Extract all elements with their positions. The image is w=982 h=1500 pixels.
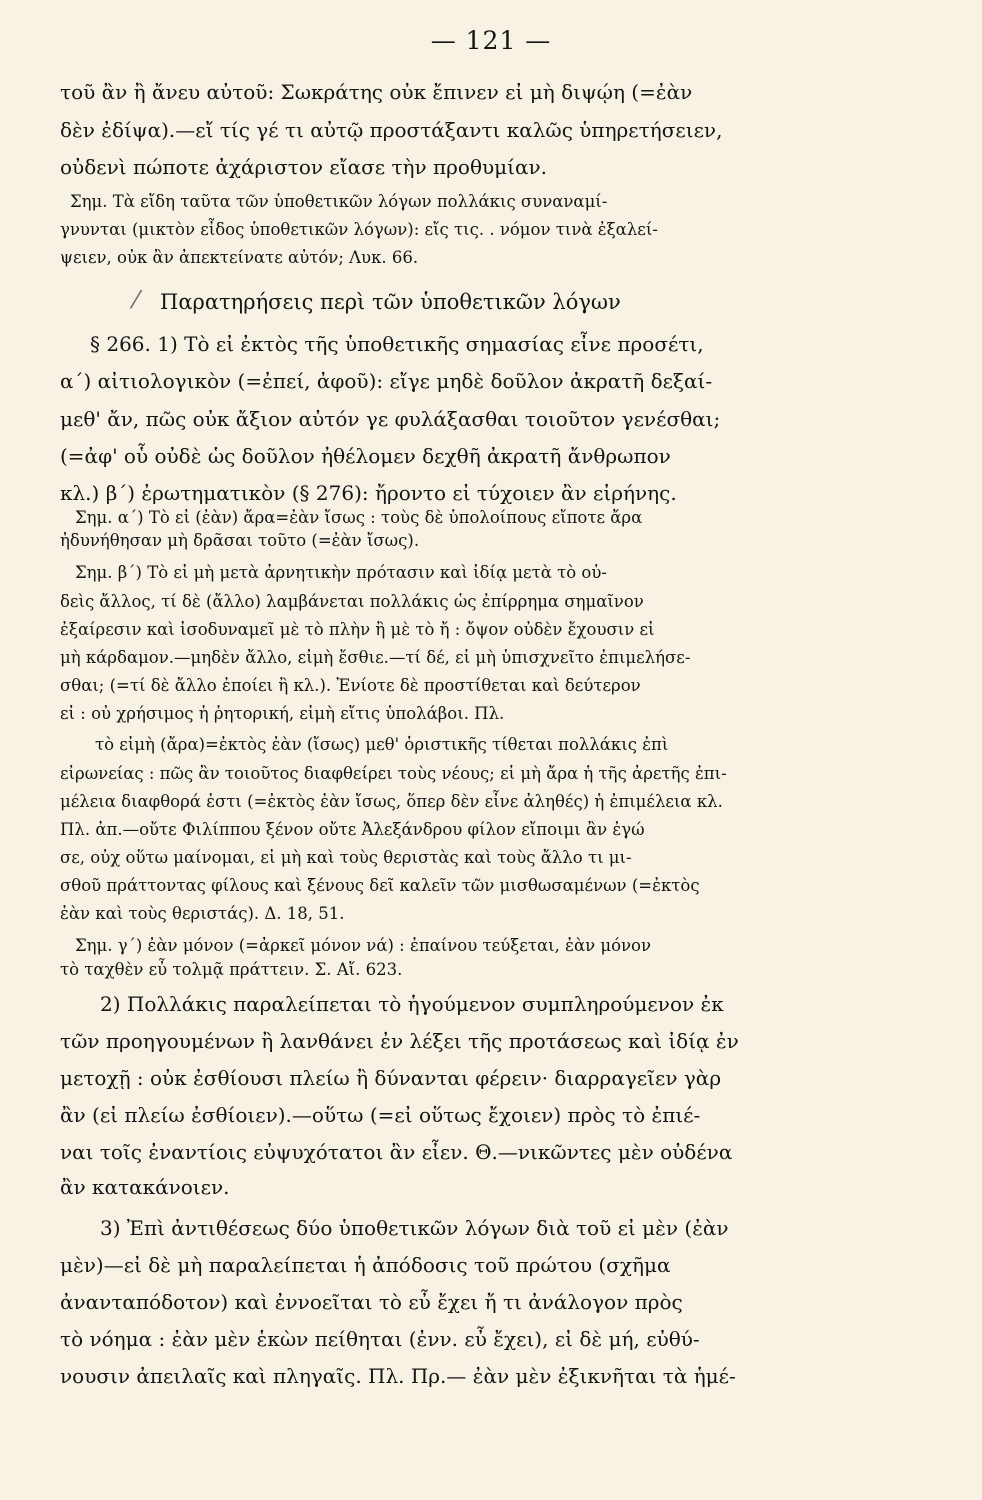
note-line: γνυνται (μικτὸν εἶδος ὑποθετικῶν λόγων): εἴς τις. . νόμον τινὰ ἐξαλεί- [60, 220, 658, 239]
text-line: οὐδενὶ πώποτε ἀχάριστον εἴασε τὴν προθυμίαν. [60, 155, 548, 179]
text-line: ἂν (εἰ πλείω ἐσθίοιεν).—οὕτω (=εἰ οὕτως ἔχοιεν) πρὸς τὸ ἐπιέ- [60, 1103, 701, 1127]
note-line: μέλεια διαφθορά ἐστι (=ἐκτὸς ἐὰν ἴσως, ὅπερ δὲν εἶνε ἀληθές) ἡ ἐπιμέλεια κλ. [60, 792, 723, 811]
text-line: τὸ νόημα : ἐὰν μὲν ἑκὼν πείθηται (ἐνν. εὖ ἔχει), εἰ δὲ μή, εὐθύ- [60, 1327, 700, 1351]
text-line: μετοχῇ : οὐκ ἐσθίουσι πλείω ἢ δύνανται φέρειν· διαρραγεῖεν γὰρ [60, 1066, 722, 1090]
note-line: ἠδυνήθησαν μὴ δρᾶσαι τοῦτο (=ἐὰν ἴσως). [60, 531, 420, 550]
note-line: Σημ. γ΄) ἐὰν μόνον (=ἀρκεῖ μόνον νά) : ἐπαίνου τεύξεται, ἐὰν μόνον [75, 936, 652, 955]
text-line: μεθ' ἄν, πῶς οὐκ ἄξιον αὐτόν γε φυλάξασθαι τοιοῦτον γενέσθαι; [60, 407, 721, 431]
text-line: (=ἀφ' οὗ οὐδὲ ὡς δοῦλον ἠθέλομεν δεχθῆ ἀκρατῆ ἄνθρωπον [60, 444, 671, 468]
text-line: δὲν ἐδίψα).—εἴ τίς γέ τι αὐτῷ προστάξαντι καλῶς ὑπηρετήσειεν, [60, 118, 723, 142]
text-line: τοῦ ἂν ἢ ἄνευ αὐτοῦ: Σωκράτης οὐκ ἔπινεν εἰ μὴ διψῴη (=ἐὰν [60, 80, 693, 104]
text-line: ναι τοῖς ἐναντίοις εὐψυχότατοι ἂν εἶεν. Θ.—νικῶντες μὲν οὐδένα [60, 1140, 733, 1164]
text-line: 3) Ἐπὶ ἀντιθέσεως δύο ὑποθετικῶν λόγων διὰ τοῦ εἰ μὲν (ἐὰν [100, 1216, 729, 1240]
note-line: Σημ. Τὰ εἴδη ταῦτα τῶν ὑποθετικῶν λόγων πολλάκις συναναμί- [70, 192, 608, 211]
note-line: σθοῦ πράττοντας φίλους καὶ ξένους δεῖ καλεῖν τῶν μισθωσαμένων (=ἐκτὸς [60, 876, 700, 895]
note-line: δεὶς ἄλλος, τί δὲ (ἄλλο) λαμβάνεται πολλάκις ὡς ἐπίρρημα σημαῖνον [60, 592, 644, 611]
note-line: τὸ ταχθὲν εὖ τολμᾷ πράττειν. Σ. Αἴ. 623. [60, 960, 403, 979]
note-line: σθαι; (=τί δὲ ἄλλο ἐποίει ἢ κλ.). Ἐνίοτε δὲ προστίθεται καὶ δεύτερον [60, 676, 641, 695]
text-line: ἂν κατακάνοιεν. [60, 1175, 230, 1199]
note-line: τὸ εἰμὴ (ἄρα)=ἐκτὸς ἐὰν (ἴσως) μεθ' ὁριστικῆς τίθεται πολλάκις ἐπὶ [95, 735, 669, 754]
note-line: ἐὰν καὶ τοὺς θεριστάς). Δ. 18, 51. [60, 904, 345, 923]
note-line: ἐξαίρεσιν καὶ ἰσοδυναμεῖ μὲ τὸ πλὴν ἢ μὲ τὸ ἤ : ὄψον οὐδὲν ἔχουσιν εἰ [60, 620, 655, 639]
text-line: τῶν προηγουμένων ἢ λανθάνει ἐν λέξει τῆς προτάσεως καὶ ἰδίᾳ ἐν [60, 1029, 739, 1053]
note-line: εἰρωνείας : πῶς ἂν τοιοῦτος διαφθείρει τοὺς νέους; εἰ μὴ ἄρα ἡ τῆς ἀρετῆς ἐπι- [60, 764, 727, 783]
page-number: — 121 — [430, 26, 552, 55]
text-line: 2) Πολλάκις παραλείπεται τὸ ἡγούμενον συμπληρούμενον ἐκ [100, 992, 724, 1016]
note-line: Σημ. β΄) Τὸ εἰ μὴ μετὰ ἀρνητικὴν πρότασιν καὶ ἰδίᾳ μετὰ τὸ οὐ- [75, 563, 607, 582]
section-heading: Παρατηρήσεις περὶ τῶν ὑποθετικῶν λόγων [160, 290, 621, 314]
note-line: σε, οὐχ οὕτω μαίνομαι, εἰ μὴ καὶ τοὺς θεριστὰς καὶ τοὺς ἄλλο τι μι- [60, 848, 632, 867]
text-line: νουσιν ἀπειλαῖς καὶ πληγαῖς. Πλ. Πρ.— ἐὰν μὲν ἐξικνῆται τὰ ἡμέ- [60, 1364, 736, 1388]
text-line: μὲν)—εἰ δὲ μὴ παραλείπεται ἡ ἀπόδοσις τοῦ πρώτου (σχῆμα [60, 1253, 671, 1277]
text-line: α΄) αἰτιολογικὸν (=ἐπεί, ἀφοῦ): εἴγε μηδὲ δοῦλον ἀκρατῆ δεξαί- [60, 369, 713, 393]
note-line: εἰ : οὐ χρήσιμος ἡ ῥητορική, εἰμὴ εἴτις ὑπολάβοι. Πλ. [60, 704, 505, 723]
text-line: ἀνανταπόδοτον) καὶ ἐννοεῖται τὸ εὖ ἔχει ἤ τι ἀνάλογον πρὸς [60, 1290, 683, 1314]
note-line: μὴ κάρδαμον.—μηδὲν ἄλλο, εἰμὴ ἔσθιε.—τί δέ, εἰ μὴ ὑπισχνεῖτο ἐπιμελήσε- [60, 648, 691, 667]
note-line: ψειεν, οὐκ ἂν ἀπεκτείνατε αὐτόν; Λυκ. 66. [60, 248, 419, 267]
text-line: κλ.) β΄) ἐρωτηματικὸν (§ 276): ἤροντο εἰ τύχοιεν ἂν εἰρήνης. [60, 481, 677, 505]
note-line: Πλ. ἀπ.—οὔτε Φιλίππου ξένον οὔτε Ἀλεξάνδρου φίλον εἴποιμι ἂν ἐγώ [60, 820, 645, 839]
note-line: Σημ. α΄) Τὸ εἰ (ἐὰν) ἄρα=ἐὰν ἴσως : τοὺς δὲ ὑπολοίπους εἴποτε ἄρα [75, 508, 643, 527]
pencil-mark-icon: ⁄ [134, 286, 139, 314]
text-line: § 266. 1) Τὸ εἰ ἐκτὸς τῆς ὑποθετικῆς σημασίας εἶνε προσέτι, [90, 332, 704, 356]
